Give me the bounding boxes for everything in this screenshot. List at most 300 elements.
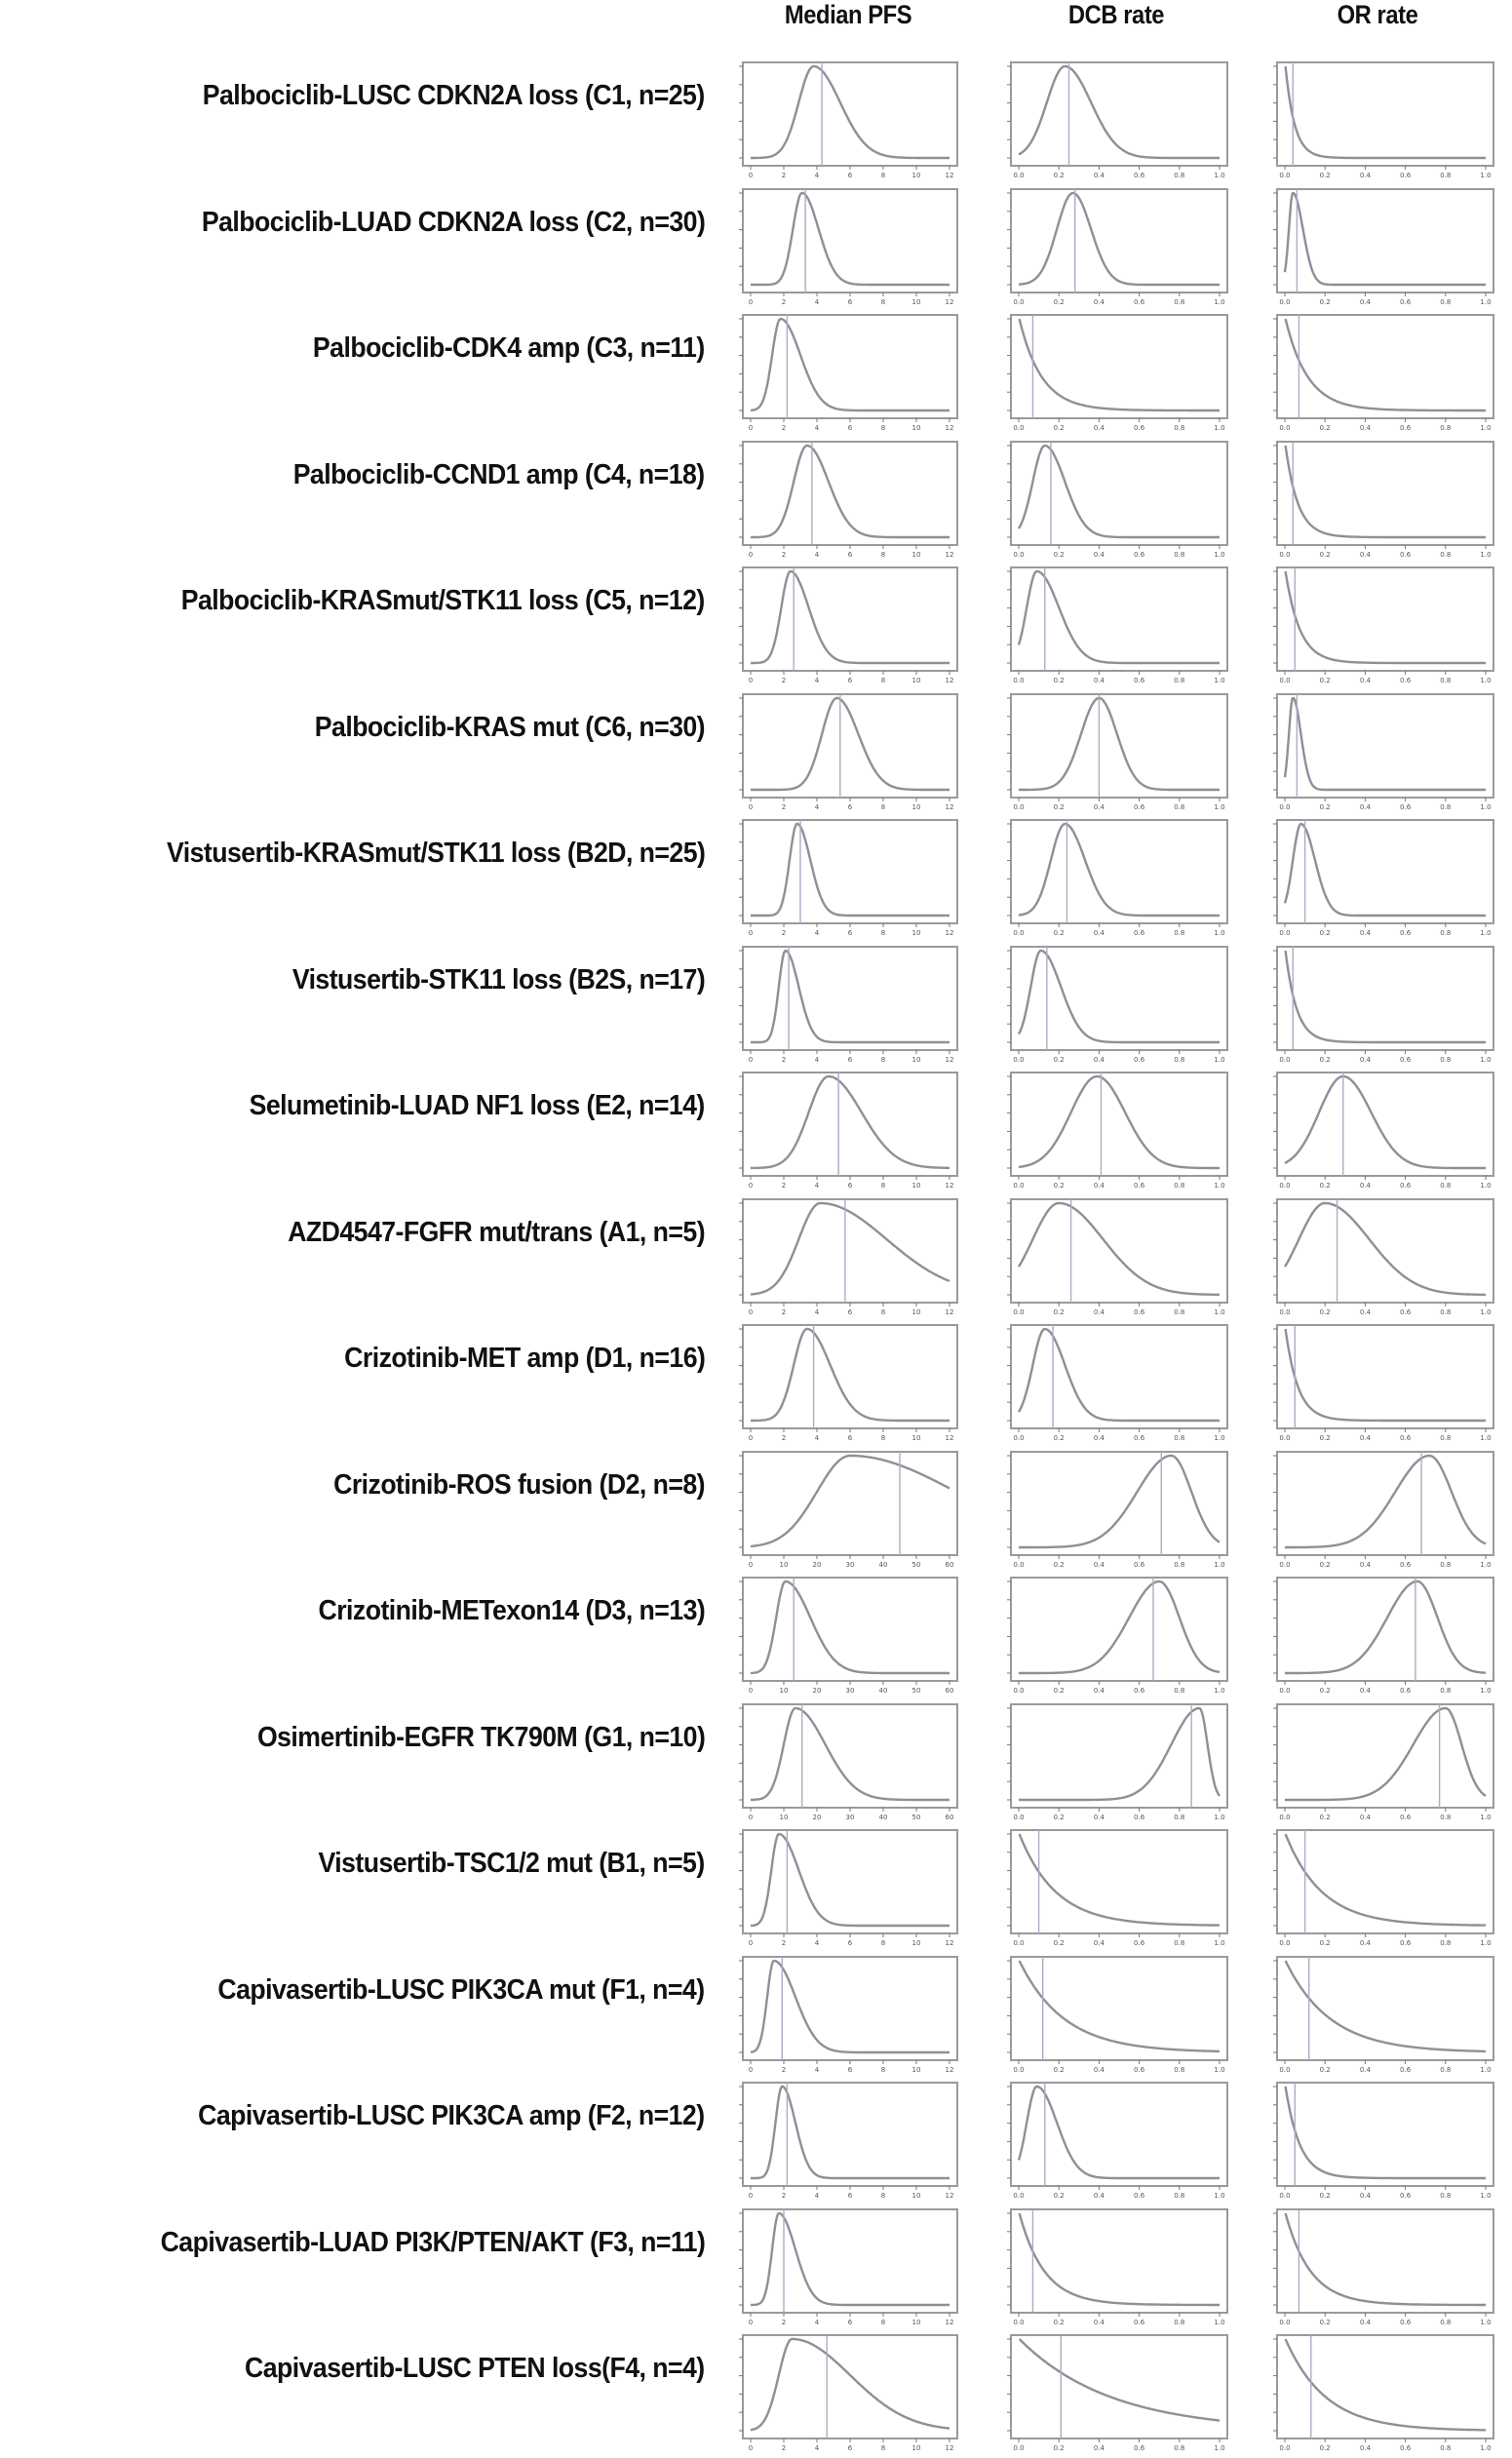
svg-text:1.0: 1.0 <box>1214 677 1225 684</box>
density-plot-median-pfs <box>743 1325 957 1442</box>
density-curve <box>751 1834 950 1926</box>
density-curve <box>1286 319 1486 410</box>
svg-text:0.4: 0.4 <box>1359 2318 1371 2326</box>
density-curve <box>1285 193 1486 285</box>
svg-text:8: 8 <box>880 1055 886 1064</box>
svg-text:30: 30 <box>845 1813 855 1821</box>
svg-text:0.0: 0.0 <box>1279 424 1291 432</box>
svg-text:0.2: 0.2 <box>1319 1813 1331 1821</box>
svg-text:12: 12 <box>945 297 954 306</box>
svg-text:0.6: 0.6 <box>1400 929 1412 937</box>
density-plot-dcb-rate <box>1011 1957 1227 2074</box>
svg-text:1.0: 1.0 <box>1214 1182 1225 1190</box>
svg-text:1.0: 1.0 <box>1480 1687 1492 1695</box>
svg-text:6: 6 <box>847 2318 853 2326</box>
svg-text:0.2: 0.2 <box>1053 1434 1065 1442</box>
svg-text:0.4: 0.4 <box>1093 297 1105 306</box>
svg-text:0.6: 0.6 <box>1400 1687 1412 1695</box>
density-curve <box>751 193 950 285</box>
density-curve <box>1019 1708 1220 1800</box>
row-label: Vistusertib-KRASmut/STK11 loss (B2D, n=25) <box>166 838 705 869</box>
svg-text:1.0: 1.0 <box>1214 1307 1225 1316</box>
svg-text:40: 40 <box>878 1687 888 1695</box>
svg-text:0.2: 0.2 <box>1053 677 1065 684</box>
svg-text:8: 8 <box>880 677 886 684</box>
svg-text:10: 10 <box>911 929 921 937</box>
density-plot-or-rate <box>1277 1578 1493 1695</box>
svg-text:0.6: 0.6 <box>1400 2065 1412 2074</box>
svg-text:0.4: 0.4 <box>1359 297 1371 306</box>
svg-text:4: 4 <box>814 677 820 684</box>
svg-text:0.6: 0.6 <box>1134 297 1145 306</box>
density-plot-median-pfs <box>743 442 957 559</box>
svg-text:2: 2 <box>781 2065 787 2074</box>
svg-text:0.4: 0.4 <box>1093 1813 1105 1821</box>
row-label: Selumetinib-LUAD NF1 loss (E2, n=14) <box>249 1090 705 1121</box>
svg-text:0.8: 0.8 <box>1174 550 1185 559</box>
row-label: Crizotinib-METexon14 (D3, n=13) <box>318 1595 705 1626</box>
row-label: Osimertinib-EGFR TK790M (G1, n=10) <box>256 1721 705 1753</box>
svg-text:50: 50 <box>911 1560 921 1569</box>
density-curve <box>1286 446 1486 537</box>
svg-text:0.0: 0.0 <box>1013 1813 1025 1821</box>
density-plot-median-pfs <box>743 567 957 684</box>
density-plot-or-rate <box>1277 567 1493 684</box>
svg-text:0.2: 0.2 <box>1053 2444 1065 2452</box>
svg-text:2: 2 <box>781 424 787 432</box>
density-curve <box>1019 571 1220 663</box>
svg-text:8: 8 <box>880 1182 886 1190</box>
svg-text:0.0: 0.0 <box>1279 1687 1291 1695</box>
svg-text:0.0: 0.0 <box>1013 802 1025 811</box>
svg-text:12: 12 <box>945 424 954 432</box>
svg-text:0.8: 0.8 <box>1440 677 1452 684</box>
density-plot-or-rate <box>1277 1704 1493 1821</box>
density-curve <box>1019 1076 1220 1168</box>
svg-text:0.2: 0.2 <box>1319 1307 1331 1316</box>
svg-text:1.0: 1.0 <box>1214 2444 1225 2452</box>
density-plot-median-pfs <box>743 1957 957 2074</box>
density-plot-dcb-rate <box>1011 1578 1227 1695</box>
svg-text:0.2: 0.2 <box>1053 802 1065 811</box>
svg-text:12: 12 <box>945 1434 954 1442</box>
svg-text:0.6: 0.6 <box>1400 802 1412 811</box>
density-curve <box>1019 66 1220 158</box>
svg-text:0.2: 0.2 <box>1319 1939 1331 1947</box>
svg-text:0: 0 <box>748 802 754 811</box>
svg-text:0.2: 0.2 <box>1053 1939 1065 1947</box>
density-curve <box>751 1961 950 2052</box>
svg-text:0.2: 0.2 <box>1319 550 1331 559</box>
svg-text:0.8: 0.8 <box>1440 424 1452 432</box>
svg-text:0: 0 <box>748 1055 754 1064</box>
svg-text:0.8: 0.8 <box>1174 2444 1185 2452</box>
density-curve <box>1285 1203 1486 1295</box>
svg-text:0.2: 0.2 <box>1053 172 1065 179</box>
svg-text:0.8: 0.8 <box>1174 1307 1185 1316</box>
svg-text:0.4: 0.4 <box>1359 424 1371 432</box>
svg-text:0.4: 0.4 <box>1359 1182 1371 1190</box>
density-curve <box>1019 193 1220 285</box>
svg-text:1.0: 1.0 <box>1480 1434 1492 1442</box>
svg-text:0.6: 0.6 <box>1400 1055 1412 1064</box>
svg-text:0.0: 0.0 <box>1013 2192 1025 2200</box>
density-plot-or-rate <box>1277 189 1493 306</box>
density-curve <box>751 446 950 537</box>
density-curve <box>1019 824 1220 916</box>
svg-text:1.0: 1.0 <box>1480 1055 1492 1064</box>
density-plot-median-pfs <box>743 2083 957 2200</box>
density-curve <box>1019 446 1220 537</box>
svg-text:4: 4 <box>814 929 820 937</box>
svg-text:50: 50 <box>911 1813 921 1821</box>
svg-text:0.0: 0.0 <box>1279 1560 1291 1569</box>
svg-text:0.0: 0.0 <box>1279 2192 1291 2200</box>
svg-text:60: 60 <box>945 1813 954 1821</box>
svg-text:0.4: 0.4 <box>1359 1687 1371 1695</box>
svg-text:1.0: 1.0 <box>1214 802 1225 811</box>
density-plot-dcb-rate <box>1011 820 1227 937</box>
svg-text:0.8: 0.8 <box>1440 1307 1452 1316</box>
svg-text:1.0: 1.0 <box>1214 1055 1225 1064</box>
svg-text:0.8: 0.8 <box>1174 929 1185 937</box>
svg-text:0.6: 0.6 <box>1134 1560 1145 1569</box>
svg-text:0.0: 0.0 <box>1013 424 1025 432</box>
svg-text:8: 8 <box>880 2444 886 2452</box>
svg-text:0.0: 0.0 <box>1279 550 1291 559</box>
svg-text:0.4: 0.4 <box>1359 2444 1371 2452</box>
svg-text:8: 8 <box>880 802 886 811</box>
svg-text:0.4: 0.4 <box>1359 2065 1371 2074</box>
svg-text:6: 6 <box>847 1434 853 1442</box>
density-curve <box>751 1203 950 1295</box>
svg-text:0.6: 0.6 <box>1400 424 1412 432</box>
svg-text:0.8: 0.8 <box>1440 1560 1452 1569</box>
svg-text:0.8: 0.8 <box>1440 1687 1452 1695</box>
svg-text:6: 6 <box>847 424 853 432</box>
svg-text:0.8: 0.8 <box>1440 2444 1452 2452</box>
svg-text:12: 12 <box>945 1055 954 1064</box>
svg-text:10: 10 <box>911 677 921 684</box>
svg-text:0.0: 0.0 <box>1279 1939 1291 1947</box>
svg-text:1.0: 1.0 <box>1480 2444 1492 2452</box>
svg-text:0.8: 0.8 <box>1174 172 1185 179</box>
svg-text:0.2: 0.2 <box>1053 1687 1065 1695</box>
density-curve <box>1286 1961 1486 2051</box>
row-label: Vistusertib-STK11 loss (B2S, n=17) <box>291 963 705 995</box>
svg-text:0.4: 0.4 <box>1359 802 1371 811</box>
svg-text:0.6: 0.6 <box>1134 1055 1145 1064</box>
svg-text:0.4: 0.4 <box>1093 1687 1105 1695</box>
density-plot-dcb-rate <box>1011 694 1227 811</box>
svg-text:0.2: 0.2 <box>1053 424 1065 432</box>
svg-text:0: 0 <box>748 2318 754 2326</box>
svg-text:6: 6 <box>847 2192 853 2200</box>
svg-text:0.0: 0.0 <box>1279 2065 1291 2074</box>
svg-text:10: 10 <box>911 1939 921 1947</box>
svg-text:4: 4 <box>814 802 820 811</box>
svg-text:0.4: 0.4 <box>1359 1434 1371 1442</box>
svg-text:0.8: 0.8 <box>1440 929 1452 937</box>
density-curve <box>751 1456 950 1546</box>
svg-text:8: 8 <box>880 1939 886 1947</box>
svg-text:0.2: 0.2 <box>1319 1182 1331 1190</box>
density-curve <box>1019 698 1220 790</box>
svg-text:4: 4 <box>814 2444 820 2452</box>
svg-text:12: 12 <box>945 929 954 937</box>
svg-text:60: 60 <box>945 1687 954 1695</box>
svg-text:0.4: 0.4 <box>1359 1560 1371 1569</box>
svg-text:0.0: 0.0 <box>1279 1182 1291 1190</box>
svg-text:0.2: 0.2 <box>1319 2192 1331 2200</box>
svg-text:0.2: 0.2 <box>1319 2444 1331 2452</box>
svg-text:0.4: 0.4 <box>1093 2444 1105 2452</box>
svg-text:10: 10 <box>911 297 921 306</box>
svg-text:0.4: 0.4 <box>1359 1939 1371 1947</box>
svg-text:12: 12 <box>945 677 954 684</box>
density-plot-or-rate <box>1277 2335 1493 2452</box>
svg-text:2: 2 <box>781 1055 787 1064</box>
svg-text:6: 6 <box>847 1055 853 1064</box>
svg-text:0: 0 <box>748 1560 754 1569</box>
svg-text:6: 6 <box>847 1182 853 1190</box>
density-curve <box>1285 698 1486 790</box>
svg-text:1.0: 1.0 <box>1214 2318 1225 2326</box>
density-curve <box>1286 571 1486 663</box>
svg-text:2: 2 <box>781 677 787 684</box>
svg-text:6: 6 <box>847 929 853 937</box>
svg-text:0.8: 0.8 <box>1174 1939 1185 1947</box>
svg-text:0.2: 0.2 <box>1319 1560 1331 1569</box>
svg-text:8: 8 <box>880 297 886 306</box>
svg-text:1.0: 1.0 <box>1214 1560 1225 1569</box>
svg-text:0.8: 0.8 <box>1440 172 1452 179</box>
svg-text:1.0: 1.0 <box>1480 1307 1492 1316</box>
svg-text:0.8: 0.8 <box>1440 297 1452 306</box>
svg-text:0.4: 0.4 <box>1359 929 1371 937</box>
svg-text:40: 40 <box>878 1560 888 1569</box>
svg-text:0.2: 0.2 <box>1319 424 1331 432</box>
density-plot-dcb-rate <box>1011 1452 1227 1569</box>
svg-text:0.2: 0.2 <box>1053 1813 1065 1821</box>
svg-text:0.4: 0.4 <box>1093 2192 1105 2200</box>
svg-text:0.0: 0.0 <box>1279 172 1291 179</box>
svg-text:0: 0 <box>748 1307 754 1316</box>
svg-text:2: 2 <box>781 2192 787 2200</box>
row-label: Crizotinib-ROS fusion (D2, n=8) <box>333 1468 705 1501</box>
svg-text:0.6: 0.6 <box>1134 1813 1145 1821</box>
density-curve <box>1286 951 1486 1042</box>
svg-text:0: 0 <box>748 929 754 937</box>
svg-text:20: 20 <box>812 1813 822 1821</box>
density-curve <box>1285 1456 1486 1547</box>
svg-text:4: 4 <box>814 550 820 559</box>
svg-text:1.0: 1.0 <box>1480 424 1492 432</box>
svg-text:10: 10 <box>779 1687 789 1695</box>
svg-text:0.0: 0.0 <box>1013 1687 1025 1695</box>
svg-text:6: 6 <box>847 1307 853 1316</box>
density-curve <box>1285 1076 1486 1168</box>
svg-text:10: 10 <box>911 1434 921 1442</box>
svg-text:1.0: 1.0 <box>1480 929 1492 937</box>
svg-text:4: 4 <box>814 1055 820 1064</box>
density-plot-or-rate <box>1277 1325 1493 1442</box>
svg-text:6: 6 <box>847 1939 853 1947</box>
svg-text:1.0: 1.0 <box>1480 172 1492 179</box>
column-header-or-rate: OR rate <box>1337 0 1418 29</box>
svg-text:0.2: 0.2 <box>1053 2192 1065 2200</box>
svg-text:4: 4 <box>814 1434 820 1442</box>
svg-text:0.4: 0.4 <box>1093 929 1105 937</box>
svg-text:0.0: 0.0 <box>1279 1307 1291 1316</box>
density-plot-median-pfs <box>743 2209 957 2326</box>
svg-text:4: 4 <box>814 297 820 306</box>
svg-text:0: 0 <box>748 1434 754 1442</box>
svg-text:6: 6 <box>847 2065 853 2074</box>
svg-text:0.4: 0.4 <box>1093 424 1105 432</box>
svg-text:0.8: 0.8 <box>1174 1055 1185 1064</box>
row-label: Palbociclib-LUSC CDKN2A loss (C1, n=25) <box>203 80 705 111</box>
svg-text:4: 4 <box>814 424 820 432</box>
svg-text:0.4: 0.4 <box>1093 802 1105 811</box>
svg-text:0.4: 0.4 <box>1093 1307 1105 1316</box>
svg-text:1.0: 1.0 <box>1214 1687 1225 1695</box>
svg-text:1.0: 1.0 <box>1480 677 1492 684</box>
svg-text:0.2: 0.2 <box>1053 550 1065 559</box>
svg-text:0.0: 0.0 <box>1013 550 1025 559</box>
svg-text:0.0: 0.0 <box>1279 2444 1291 2452</box>
svg-text:0.2: 0.2 <box>1319 677 1331 684</box>
svg-text:12: 12 <box>945 1182 954 1190</box>
svg-text:10: 10 <box>911 172 921 179</box>
svg-text:0.4: 0.4 <box>1359 1055 1371 1064</box>
row-label: Palbociclib-CDK4 amp (C3, n=11) <box>313 332 705 364</box>
density-curve <box>751 698 950 790</box>
density-curve <box>751 1076 950 1168</box>
svg-text:0.2: 0.2 <box>1319 172 1331 179</box>
svg-text:12: 12 <box>945 2444 954 2452</box>
svg-text:0.2: 0.2 <box>1053 1055 1065 1064</box>
svg-text:8: 8 <box>880 1434 886 1442</box>
svg-text:10: 10 <box>911 424 921 432</box>
density-curve <box>1020 319 1220 410</box>
svg-text:0: 0 <box>748 297 754 306</box>
svg-text:0.0: 0.0 <box>1279 1055 1291 1064</box>
density-curve <box>1020 1834 1220 1926</box>
svg-text:6: 6 <box>847 172 853 179</box>
density-curve <box>751 824 950 916</box>
svg-text:0.8: 0.8 <box>1440 802 1452 811</box>
density-curve <box>751 319 950 410</box>
svg-text:1.0: 1.0 <box>1214 550 1225 559</box>
svg-text:1.0: 1.0 <box>1480 2192 1492 2200</box>
svg-text:0.6: 0.6 <box>1400 1813 1412 1821</box>
density-curve <box>1286 1329 1486 1421</box>
svg-text:0.6: 0.6 <box>1134 172 1145 179</box>
svg-text:0.6: 0.6 <box>1400 1939 1412 1947</box>
svg-text:2: 2 <box>781 929 787 937</box>
svg-text:0.6: 0.6 <box>1134 2065 1145 2074</box>
svg-text:0.4: 0.4 <box>1093 1055 1105 1064</box>
density-curve <box>1286 66 1486 158</box>
column-header-median-pfs: Median PFS <box>784 0 912 29</box>
svg-text:0.6: 0.6 <box>1400 1307 1412 1316</box>
svg-text:1.0: 1.0 <box>1480 802 1492 811</box>
density-plot-median-pfs <box>743 1452 957 1569</box>
svg-text:8: 8 <box>880 929 886 937</box>
svg-text:2: 2 <box>781 172 787 179</box>
svg-text:0.0: 0.0 <box>1279 2318 1291 2326</box>
svg-text:0.0: 0.0 <box>1013 1055 1025 1064</box>
density-curve <box>1019 1203 1220 1295</box>
svg-text:0.8: 0.8 <box>1174 2192 1185 2200</box>
svg-text:60: 60 <box>945 1560 954 1569</box>
svg-text:0: 0 <box>748 2192 754 2200</box>
density-plot-or-rate <box>1277 1452 1493 1569</box>
svg-text:30: 30 <box>845 1687 855 1695</box>
svg-text:1.0: 1.0 <box>1214 424 1225 432</box>
density-curve <box>1020 1961 1220 2051</box>
svg-text:0: 0 <box>748 1813 754 1821</box>
svg-text:12: 12 <box>945 2318 954 2326</box>
density-plot-dcb-rate <box>1011 1199 1227 1316</box>
svg-text:0: 0 <box>748 2065 754 2074</box>
svg-text:0.8: 0.8 <box>1174 1687 1185 1695</box>
svg-text:1.0: 1.0 <box>1214 297 1225 306</box>
svg-text:0.6: 0.6 <box>1400 2318 1412 2326</box>
svg-text:4: 4 <box>814 1939 820 1947</box>
svg-text:0.8: 0.8 <box>1174 1560 1185 1569</box>
svg-text:8: 8 <box>880 424 886 432</box>
row-label: Palbociclib-LUAD CDKN2A loss (C2, n=30) <box>201 206 705 238</box>
svg-text:1.0: 1.0 <box>1214 929 1225 937</box>
density-plot-median-pfs <box>743 1073 957 1190</box>
svg-text:10: 10 <box>911 2192 921 2200</box>
svg-text:0.8: 0.8 <box>1440 2192 1452 2200</box>
svg-text:10: 10 <box>779 1813 789 1821</box>
svg-text:8: 8 <box>880 2318 886 2326</box>
density-plot-dcb-rate <box>1011 947 1227 1064</box>
svg-text:30: 30 <box>845 1560 855 1569</box>
svg-text:0.6: 0.6 <box>1134 802 1145 811</box>
svg-text:0.4: 0.4 <box>1359 2192 1371 2200</box>
density-plot-dcb-rate <box>1011 567 1227 684</box>
svg-text:0.8: 0.8 <box>1174 2065 1185 2074</box>
svg-text:0.6: 0.6 <box>1134 424 1145 432</box>
svg-text:0: 0 <box>748 424 754 432</box>
svg-text:12: 12 <box>945 2192 954 2200</box>
svg-text:0.2: 0.2 <box>1319 2318 1331 2326</box>
svg-text:0.6: 0.6 <box>1400 297 1412 306</box>
density-curve <box>1286 2087 1486 2178</box>
svg-text:6: 6 <box>847 297 853 306</box>
svg-text:0.2: 0.2 <box>1319 929 1331 937</box>
svg-text:0.0: 0.0 <box>1279 297 1291 306</box>
svg-text:8: 8 <box>880 550 886 559</box>
svg-text:0: 0 <box>748 550 754 559</box>
density-plot-median-pfs <box>743 1830 957 1947</box>
svg-text:0.6: 0.6 <box>1134 1939 1145 1947</box>
svg-text:0.6: 0.6 <box>1400 550 1412 559</box>
svg-text:1.0: 1.0 <box>1480 2318 1492 2326</box>
svg-text:0.8: 0.8 <box>1174 2318 1185 2326</box>
svg-text:1.0: 1.0 <box>1480 1560 1492 1569</box>
svg-text:1.0: 1.0 <box>1480 297 1492 306</box>
density-curve <box>1019 1456 1220 1547</box>
density-plot-median-pfs <box>743 2335 957 2452</box>
svg-text:0.0: 0.0 <box>1013 677 1025 684</box>
svg-text:0.2: 0.2 <box>1053 2318 1065 2326</box>
